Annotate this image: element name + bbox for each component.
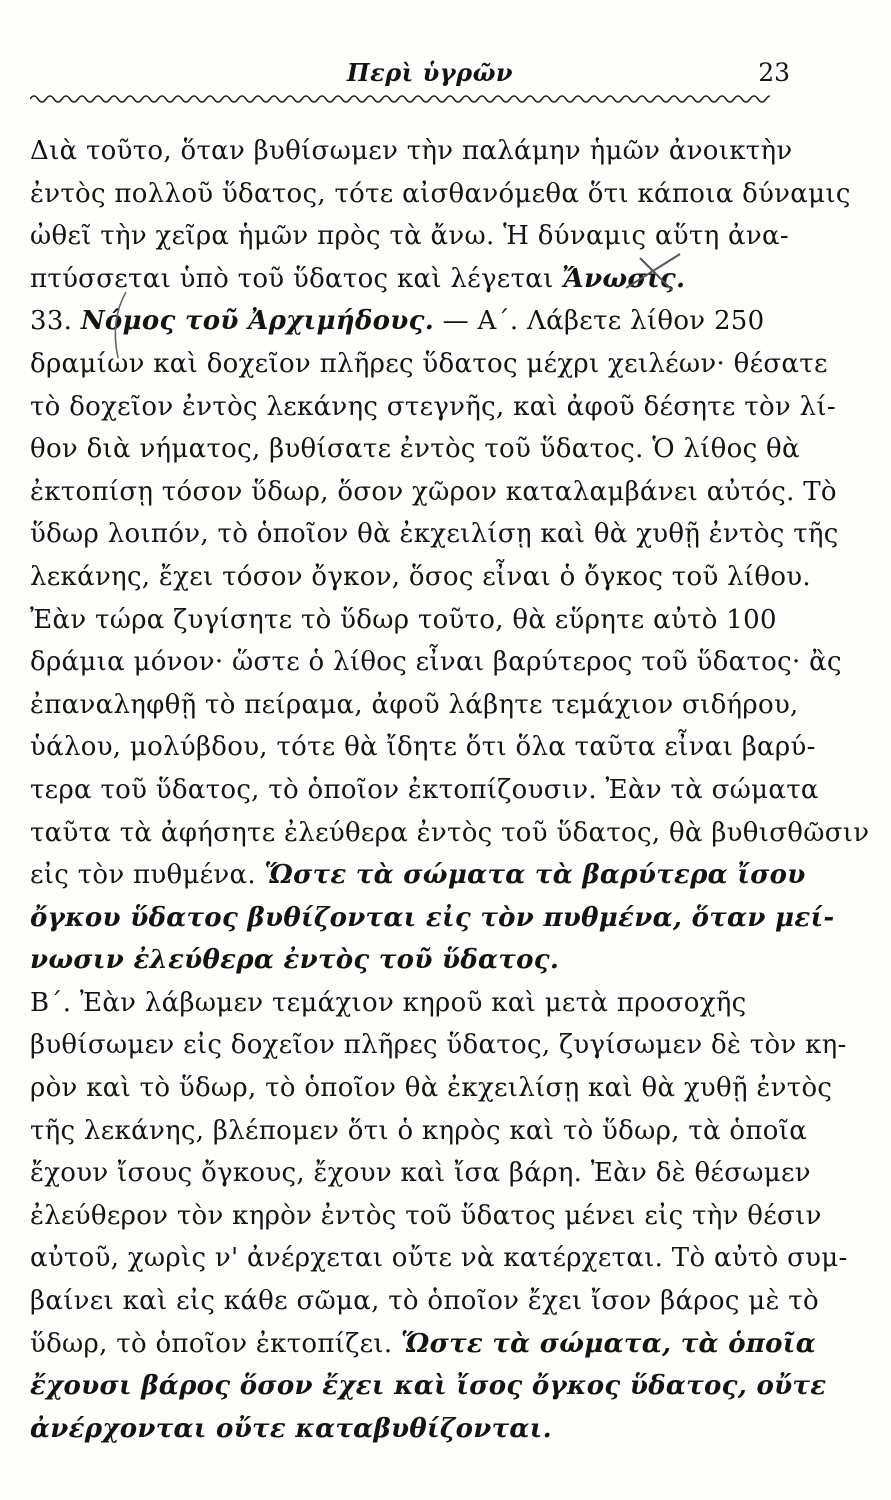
text-line xyxy=(30,769,819,812)
text-segment: ἐντὸς πολλοῦ ὕδατος, τότε αἰσθανόμεθα ὅτι κάποια δύναμις xyxy=(30,178,851,209)
text-line xyxy=(30,1237,848,1280)
text-segment: βαίνει καὶ εἰς κάθε σῶμα, τὸ ὁποῖον ἔχει ἴσον βάρος μὲ τὸ xyxy=(30,1286,819,1317)
running-header xyxy=(30,58,790,94)
text-line xyxy=(30,300,793,343)
text-line xyxy=(30,471,837,514)
text-segment: ὕδωρ, τὸ ὁποῖον ἐκτοπίζει. xyxy=(30,1328,401,1359)
text-segment: βυθίσωμεν εἰς δοχεῖον πλῆρες ὕδατος, ζυγίσωμεν δὲ τὸν κη- xyxy=(30,1030,847,1061)
text-segment: ἐλεύθερον τὸν κηρὸν ἐντὸς τοῦ ὕδατος μένει εἰς τὴν θέσιν xyxy=(30,1200,822,1231)
text-segment: εἰς τὸν πυθμένα. xyxy=(30,860,265,891)
text-line xyxy=(30,641,842,684)
text-line xyxy=(30,982,793,1025)
text-segment: Ἐὰν τώρα ζυγίσητε τὸ ὕδωρ τοῦτο, θὰ εὕρητε αὐτὸ 100 xyxy=(30,604,777,635)
text-segment: ἐπαναληφθῇ τὸ πείραμα, ἀφοῦ λάβητε τεμάχιον σιδήρου, xyxy=(30,689,799,720)
text-segment: Β΄. Ἐὰν λάβωμεν τεμάχιον κηροῦ καὶ μετὰ προσοχῆς xyxy=(30,987,747,1018)
text-segment: δράμια μόνον· ὥστε ὁ λίθος εἶναι βαρύτερος τοῦ ὕδατος· ἂς xyxy=(30,647,842,678)
handwritten-x-mark xyxy=(618,248,688,294)
emphasized-text: Ἄνωσις. xyxy=(562,263,686,294)
text-line xyxy=(30,599,793,642)
text-segment: τερα τοῦ ὕδατος, τὸ ὁποῖον ἐκτοπίζουσιν. Ἐὰν τὰ σώματα xyxy=(30,774,819,805)
text-segment: πτύσσεται ὑπὸ τοῦ ὕδατος καὶ λέγεται xyxy=(30,263,563,294)
handwritten-bracket-mark xyxy=(104,290,134,360)
text-line xyxy=(30,428,800,471)
text-segment: ὑάλου, μολύβδου, τότε θὰ ἴδητε ὅτι ὅλα ταῦτα εἶναι βαρύ- xyxy=(30,732,816,763)
text-line xyxy=(30,1323,816,1366)
text-segment: ὕδωρ λοιπόν, τὸ ὁποῖον θὰ ἐκχειλίσῃ καὶ θὰ χυθῇ ἐντὸς τῆς xyxy=(30,519,839,550)
text-line xyxy=(30,726,816,769)
text-segment: 33. xyxy=(30,306,81,337)
text-segment: ἐκτοπίσῃ τόσον ὕδωρ, ὅσον χῶρον καταλαμβάνει αὐτός. Τὸ xyxy=(30,476,837,507)
emphasized-text: Ὥστε τὰ σώματα τὰ βαρύτερα ἴσου xyxy=(264,860,806,891)
text-segment: δραμίων καὶ δοχεῖον πλῆρες ὕδατος μέχρι χειλέων· θέσατε xyxy=(30,348,828,379)
text-line xyxy=(30,1280,819,1323)
text-line xyxy=(30,343,828,386)
text-segment: Διὰ τοῦτο, ὅταν βυθίσωμεν τὴν παλάμην ἡμῶν ἀνοικτὴν xyxy=(30,136,793,166)
text-segment: αὐτοῦ, χωρὶς ν' ἀνέρχεται οὔτε νὰ κατέρχεται. Τὸ αὐτὸ συμ- xyxy=(30,1243,848,1274)
text-segment: ρὸν καὶ τὸ ὕδωρ, τὸ ὁποῖον θὰ ἐκχειλίσῃ καὶ θὰ χυθῇ ἐντὸς xyxy=(30,1073,833,1104)
text-line xyxy=(30,1110,808,1153)
emphasized-text: Νόμος τοῦ Ἀρχιμήδους. xyxy=(80,306,435,337)
text-line xyxy=(30,939,793,982)
wavy-rule-divider xyxy=(30,90,770,108)
text-line xyxy=(30,386,836,429)
emphasized-text: Ὥστε τὰ σώματα, τὰ ὁποῖα xyxy=(401,1328,816,1359)
text-line xyxy=(30,1408,793,1451)
text-line xyxy=(30,513,839,556)
text-line xyxy=(30,1152,811,1195)
text-line xyxy=(30,854,806,897)
text-line xyxy=(30,897,835,940)
text-segment: ταῦτα τὰ ἀφήσητε ἐλεύθερα ἐντὸς τοῦ ὕδατος, θὰ βυθισθῶσιν xyxy=(30,817,870,848)
text-segment: λεκάνης, ἔχει τόσον ὄγκον, ὅσος εἶναι ὁ ὄγκος τοῦ λίθου. xyxy=(30,561,811,592)
page-number: 23 xyxy=(758,58,790,87)
text-line xyxy=(30,1024,847,1067)
text-segment: τὸ δοχεῖον ἐντὸς λεκάνης στεγνῆς, καὶ ἀφοῦ δέσητε τὸν λί- xyxy=(30,391,836,422)
text-line xyxy=(30,556,811,599)
emphasized-text: ἔχουσι βάρος ὅσον ἔχει καὶ ἴσος ὄγκος ὕδατος, οὔτε xyxy=(30,1371,827,1402)
header-title: Περὶ ὑγρῶν xyxy=(346,58,514,87)
text-line xyxy=(30,173,851,216)
text-segment: τῆς λεκάνης, βλέπομεν ὅτι ὁ κηρὸς καὶ τὸ ὕδωρ, τὰ ὁποῖα xyxy=(30,1115,808,1146)
text-line xyxy=(30,1195,822,1238)
text-line xyxy=(30,684,799,727)
text-segment: — Α΄. Λάβετε λίθον 250 xyxy=(434,306,765,337)
text-segment: θον διὰ νήματος, βυθίσατε ἐντὸς τοῦ ὕδατος. Ὁ λίθος θὰ xyxy=(30,434,800,465)
text-line xyxy=(30,1365,827,1408)
body-text xyxy=(30,130,870,1450)
emphasized-text: νωσιν ἐλεύθερα ἐντὸς τοῦ ὕδατος. xyxy=(30,945,560,976)
emphasized-text: ὄγκου ὕδατος βυθίζονται εἰς τὸν πυθμένα, ὅταν μεί- xyxy=(30,902,835,933)
text-line xyxy=(30,1067,833,1110)
text-segment: ἔχουν ἴσους ὄγκους, ἔχουν καὶ ἴσα βάρη. Ἐὰν δὲ θέσωμεν xyxy=(30,1158,811,1189)
text-line xyxy=(30,130,793,173)
text-line xyxy=(30,812,870,855)
emphasized-text: ἀνέρχονται οὔτε καταβυθίζονται. xyxy=(30,1413,552,1444)
text-segment: ὠθεῖ τὴν χεῖρα ἡμῶν πρὸς τὰ ἄνω. Ἡ δύναμις αὕτη ἀνα- xyxy=(30,221,789,252)
